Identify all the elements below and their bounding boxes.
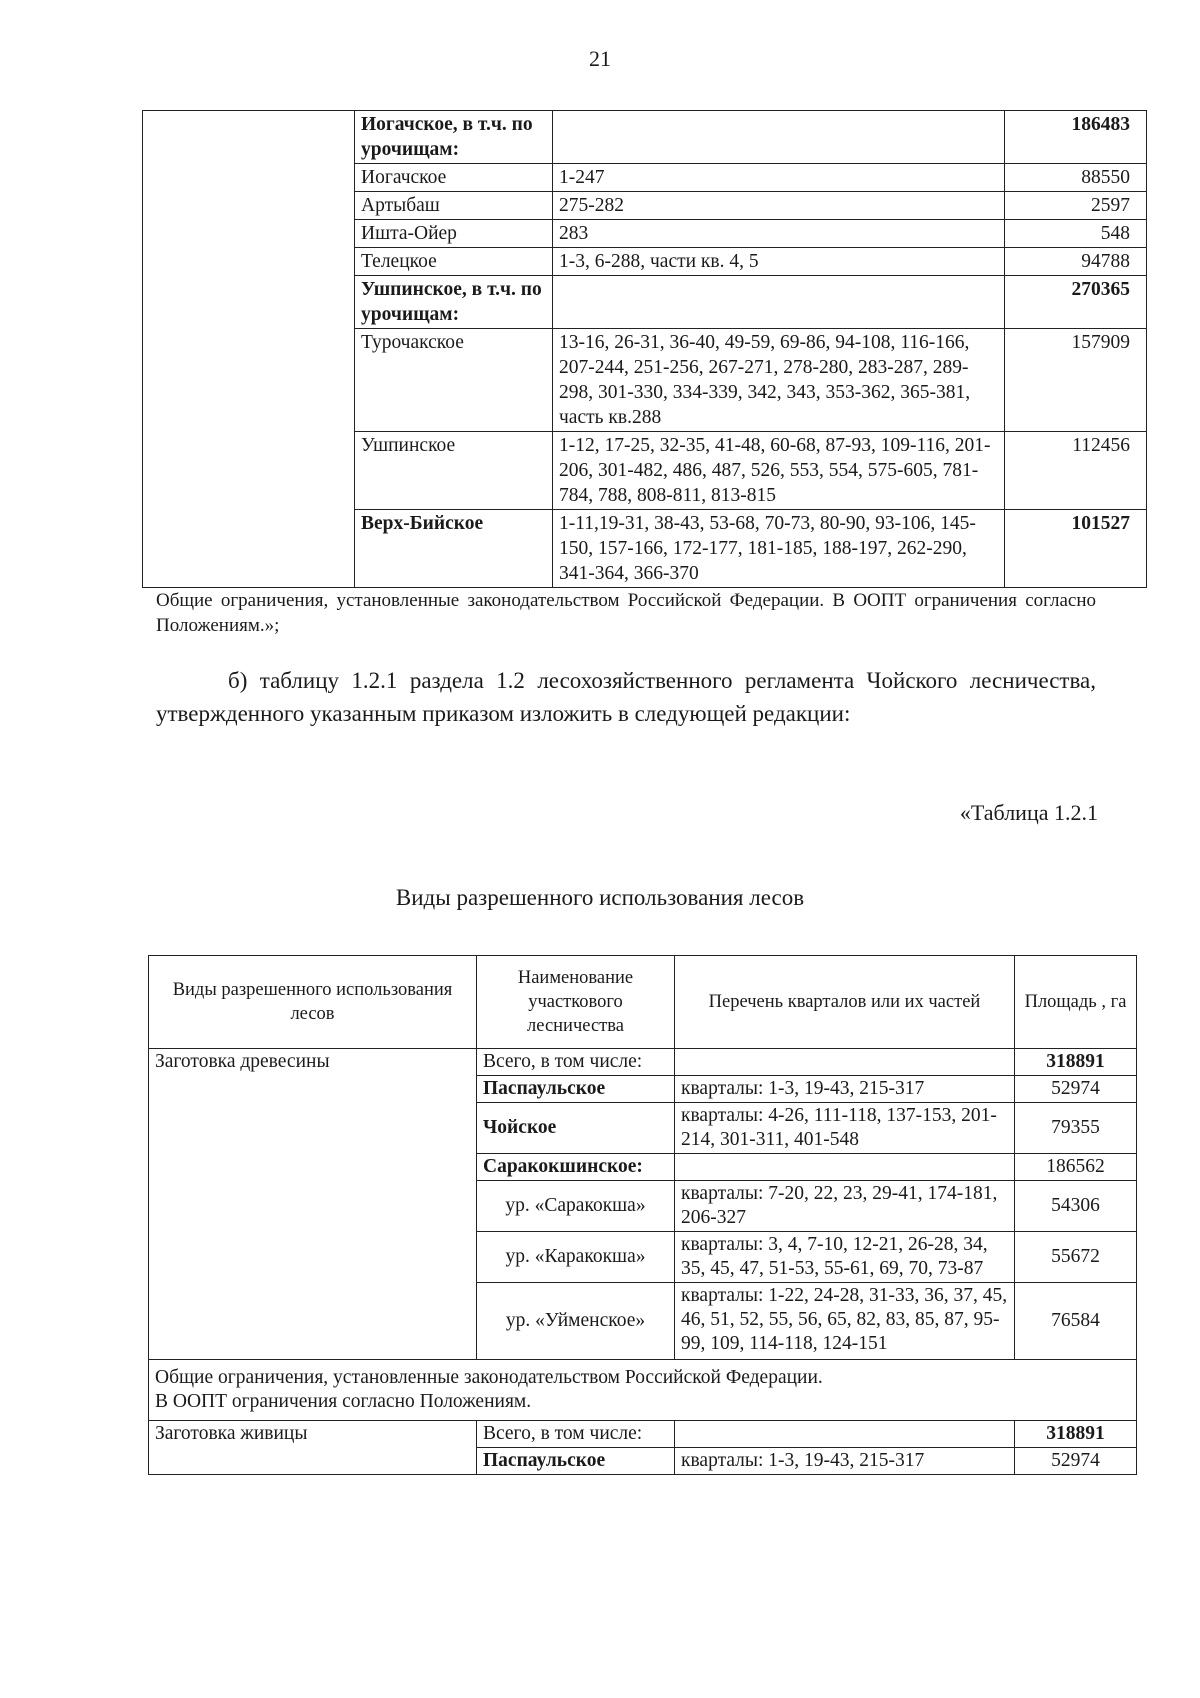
district-name: Верх-Бийское (355, 510, 553, 588)
area-value: 52974 (1015, 1448, 1137, 1475)
tract-name: ур. «Уйменское» (477, 1283, 675, 1360)
block-list: кварталы: 7-20, 22, 23, 29-41, 174-181, 206-327 (675, 1181, 1015, 1232)
notes-cell (149, 1360, 1137, 1421)
block-list: кварталы: 4-26, 111-118, 137-153, 201-214, 301-311, 401-548 (675, 1103, 1015, 1154)
header-forestry-name: Наименование участкового лесничества (477, 956, 675, 1049)
table-row (143, 111, 1147, 164)
header-block-list: Перечень кварталов или их частей (675, 956, 1015, 1049)
district-name: Ушпинское, в т.ч. по урочищам: (355, 276, 553, 329)
area-value: 318891 (1015, 1049, 1137, 1076)
forestry-name: Паспаульское (477, 1076, 675, 1103)
district-name: Ишта-Ойер (355, 220, 553, 248)
area-value: 270365 (1005, 276, 1147, 329)
header-use-type: Виды разрешенного использования лесов (149, 956, 477, 1049)
tract-name: ур. «Каракокша» (477, 1232, 675, 1283)
block-list (675, 1049, 1015, 1076)
area-value: 101527 (1005, 510, 1147, 588)
district-name: Артыбаш (355, 192, 553, 220)
block-list: 1-247 (553, 164, 1005, 192)
area-value: 55672 (1015, 1232, 1137, 1283)
empty-left-cell (143, 111, 355, 588)
paragraph-text: б) таблицу 1.2.1 раздела 1.2 лесохозяйственного регламента Чойского лесничества, утвержденного указанным приказом изложить в следующей редакции: (156, 668, 1096, 726)
permitted-uses-table (148, 955, 1137, 1475)
amendment-paragraph (156, 664, 1096, 730)
block-list: кварталы: 1-3, 19-43, 215-317 (675, 1448, 1015, 1475)
area-value: 88550 (1005, 164, 1147, 192)
area-value: 318891 (1015, 1421, 1137, 1448)
area-value: 52974 (1015, 1076, 1137, 1103)
area-value: 76584 (1015, 1283, 1137, 1360)
block-list: кварталы: 1-22, 24-28, 31-33, 36, 37, 45, 46, 51, 52, 55, 56, 65, 82, 83, 85, 87, 95-99, 109, 114-118, 124-151 (675, 1283, 1015, 1360)
block-list (675, 1421, 1015, 1448)
block-list: 1-11,19-31, 38-43, 53-68, 70-73, 80-90, 93-106, 145-150, 157-166, 172-177, 181-185, 188-197, 262-290, 341-364, 366-370 (553, 510, 1005, 588)
block-list: кварталы: 1-3, 19-43, 215-317 (675, 1076, 1015, 1103)
block-list: 275-282 (553, 192, 1005, 220)
area-value: 94788 (1005, 248, 1147, 276)
block-list: 1-3, 6-288, части кв. 4, 5 (553, 248, 1005, 276)
area-value: 2597 (1005, 192, 1147, 220)
area-value: 157909 (1005, 329, 1147, 432)
block-list (553, 111, 1005, 164)
block-list: 1-12, 17-25, 32-35, 41-48, 60-68, 87-93, 109-116, 201-206, 301-482, 486, 487, 526, 553, 554, 575-605, 781-784, 788, 808-811, 813-815 (553, 432, 1005, 510)
area-value: 186483 (1005, 111, 1147, 164)
forestry-name: Саракокшинское: (477, 1154, 675, 1181)
block-list (553, 276, 1005, 329)
notes-line: В ООПТ ограничения согласно Положениям. (155, 1391, 532, 1412)
table-row (149, 1421, 1137, 1448)
table-header-row (149, 956, 1137, 1049)
tract-name: ур. «Саракокша» (477, 1181, 675, 1232)
use-type-cell: Заготовка живицы (149, 1421, 477, 1475)
notes-row (149, 1360, 1137, 1421)
area-value: 54306 (1015, 1181, 1137, 1232)
total-label: Всего, в том числе: (477, 1421, 675, 1448)
table-caption: «Таблица 1.2.1 (959, 800, 1098, 825)
use-type-cell: Заготовка древесины (149, 1049, 477, 1360)
forestry-areas-table (142, 110, 1147, 588)
forestry-name: Чойское (477, 1103, 675, 1154)
block-list (675, 1154, 1015, 1181)
area-value: 548 (1005, 220, 1147, 248)
block-list: 13-16, 26-31, 36-40, 49-59, 69-86, 94-108, 116-166, 207-244, 251-256, 267-271, 278-280, 283-287, 289-298, 301-330, 334-339, 342, 343, 353-362, 365-381, часть кв.288 (553, 329, 1005, 432)
area-value: 186562 (1015, 1154, 1137, 1181)
block-list: кварталы: 3, 4, 7-10, 12-21, 26-28, 34, 35, 45, 47, 51-53, 55-61, 69, 70, 73-87 (675, 1232, 1015, 1283)
district-name: Иогачское (355, 164, 553, 192)
area-value: 79355 (1015, 1103, 1137, 1154)
forestry-name: Паспаульское (477, 1448, 675, 1475)
restrictions-note: Общие ограничения, установленные законодательством Российской Федерации. В ООПТ ограничения согласно Положениям.»; (156, 590, 1096, 636)
page-number: 21 (589, 46, 611, 71)
district-name: Турочакское (355, 329, 553, 432)
area-value: 112456 (1005, 432, 1147, 510)
district-name: Телецкое (355, 248, 553, 276)
header-area: Площадь , га (1015, 956, 1137, 1049)
notes-line: Общие ограничения, установленные законодательством Российской Федерации. (155, 1367, 823, 1388)
district-name: Иогачское, в т.ч. по урочищам: (355, 111, 553, 164)
total-label: Всего, в том числе: (477, 1049, 675, 1076)
district-name: Ушпинское (355, 432, 553, 510)
table-title: Виды разрешенного использования лесов (395, 885, 805, 910)
block-list: 283 (553, 220, 1005, 248)
table-row (149, 1049, 1137, 1076)
